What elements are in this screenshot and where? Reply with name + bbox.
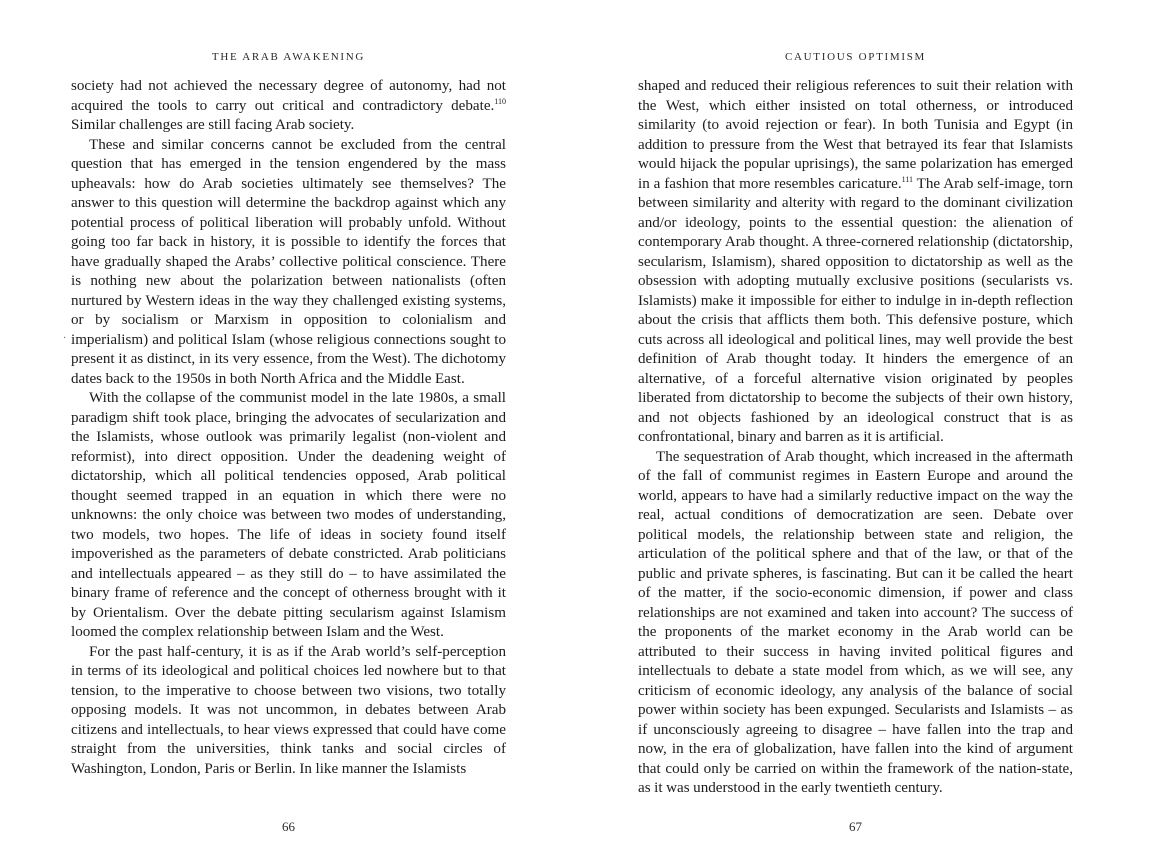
page-body — [638, 77, 1073, 799]
paragraph: For the past half-century, it is as if the Arab world’s self-perception in terms of its ideological and political choices led nowhere but to that tension, to the imperative to choose between two visions, two totally opposing models. It was not uncommon, in debates between Arab citizens and intellectuals, to hear views expressed that could have come straight from the universities, think tanks and social circles of Washington, London, Paris or Berlin. In like manner the Islamists — [71, 643, 506, 777]
footnote-ref[interactable]: 111 — [901, 174, 914, 184]
paragraph: The sequestration of Arab thought, which increased in the aftermath of the fall of communist regimes in Eastern Europe and around the world, appears to have had a similarly reductive impact on the way the real, actual conditions of democratization are seen. Debate over political models, the relationship between state and religion, the articulation of the political sphere and that of the law, or that of the public and private spheres, is fascinating. But can it be called the heart of the matter, if the socio-economic dimension, if power and class relationships are not examined and taken into account? The success of the proponents of the market economy in the Arab world can be attributed to their success in having invited political figures and intellectuals to debate a state model from which, as we will see, any criticism of economic ideology, any analysis of the balance of social power within society has been expunged. Secularists and Islamists – as if unconsciously agreeing to disagree – have fallen into the trap and now, in the era of globalization, have fallen into the kind of argument that could only be carried on within the framework of the nation-state, as it was understood in the early twentieth century. — [638, 448, 1073, 796]
paragraph: These and similar concerns cannot be excluded from the central question that has emerged in the tension engendered by the mass upheavals: how do Arab societies ultimately see themselves? The answer to this question will determine the backdrop against which any potential process of political liberation will probably unfold. Without going too far back in history, it is possible to identify the forces that have gradually shaped the Arabs’ collective political conscience. There is nothing new about the polarization between nationalists (often nurtured by Western ideas in the way they challenged existing systems, or by socialism or Marxism in opposition to colonialism and imperialism) and political Islam (whose religious connections sought to present it as distinct, in its very essence, from the West). The dichotomy dates back to the 1950s in both North Africa and the Middle East. — [71, 136, 506, 387]
paragraph-text: shaped and reduced their religious references to suit their relation with the West, which either insisted on total otherness, or introduced similarity (to avoid rejection or fear). In both Tunisia and Egypt (in addition to pressure from the West that betrayed its fear that Islamists would hijack the popular uprisings), the same polarization has emerged in a fashion that more resembles caricature. — [638, 78, 1073, 192]
paragraph — [638, 77, 1073, 448]
page-number: 67 — [849, 819, 862, 834]
footnote-ref[interactable]: 110 — [494, 96, 506, 106]
paragraph — [71, 77, 506, 136]
stray-mark: · — [63, 333, 67, 344]
paragraph: With the collapse of the communist model in the late 1980s, a small paradigm shift took place, bringing the advocates of secularization and the Islamists, whose outlook was primarily legalist (non-violent and reformist), into direct opposition. Under the deadening weight of dictatorship, which all political tendencies opposed, Arab political thought seemed trapped in an equation in which there were no unknowns: the only choice was between two modes of understanding, two models, two hopes. The life of ideas in society found itself impoverished as the parameters of debate constricted. Arab politicians and intellectuals appeared – as they still do – to have assimilated the binary frame of reference and the concept of otherness brought with it by Orientalism. Over the debate pitting secularism against Islamism loomed the complex relationship between Islam and the West. — [71, 390, 506, 640]
running-head: THE ARAB AWAKENING — [211, 51, 366, 63]
running-head: CAUTIOUS OPTIMISM — [784, 51, 927, 63]
paragraph-text: society had not achieved the necessary degree of autonomy, had not acquired the tools to carry out critical and contradictory debate. — [71, 78, 506, 114]
paragraph-text: Similar challenges are still facing Arab society. — [71, 117, 355, 133]
page-body — [71, 77, 506, 779]
right-page — [638, 0, 1073, 851]
left-page — [71, 0, 506, 851]
page-number: 66 — [282, 819, 295, 834]
paragraph-text: The Arab self-image, torn between similarity and alterity with regard to the dominant civilization and/or ideology, points to the essential question: the alienation of contemporary Arab thought. A three-cornered relationship (dictatorship, secularism, Islamism), shared opposition to dictatorship as well as the obsession with adopting mutually exclusive positions (secularists vs. Islamists) make it impossible for either to indulge in in-depth reflection about the crisis that afflicts them both. This defensive posture, which cuts across all ideological and political lines, may well provide the best definition of Arab thought today. It hinders the emergence of an alternative, of a forceful alternative vision originated by peoples liberated from dictatorship to become the subjects of their own history, and not objects fashioned by an ideological construct that is as confrontational, binary and barren as it is artificial. — [638, 175, 1073, 445]
